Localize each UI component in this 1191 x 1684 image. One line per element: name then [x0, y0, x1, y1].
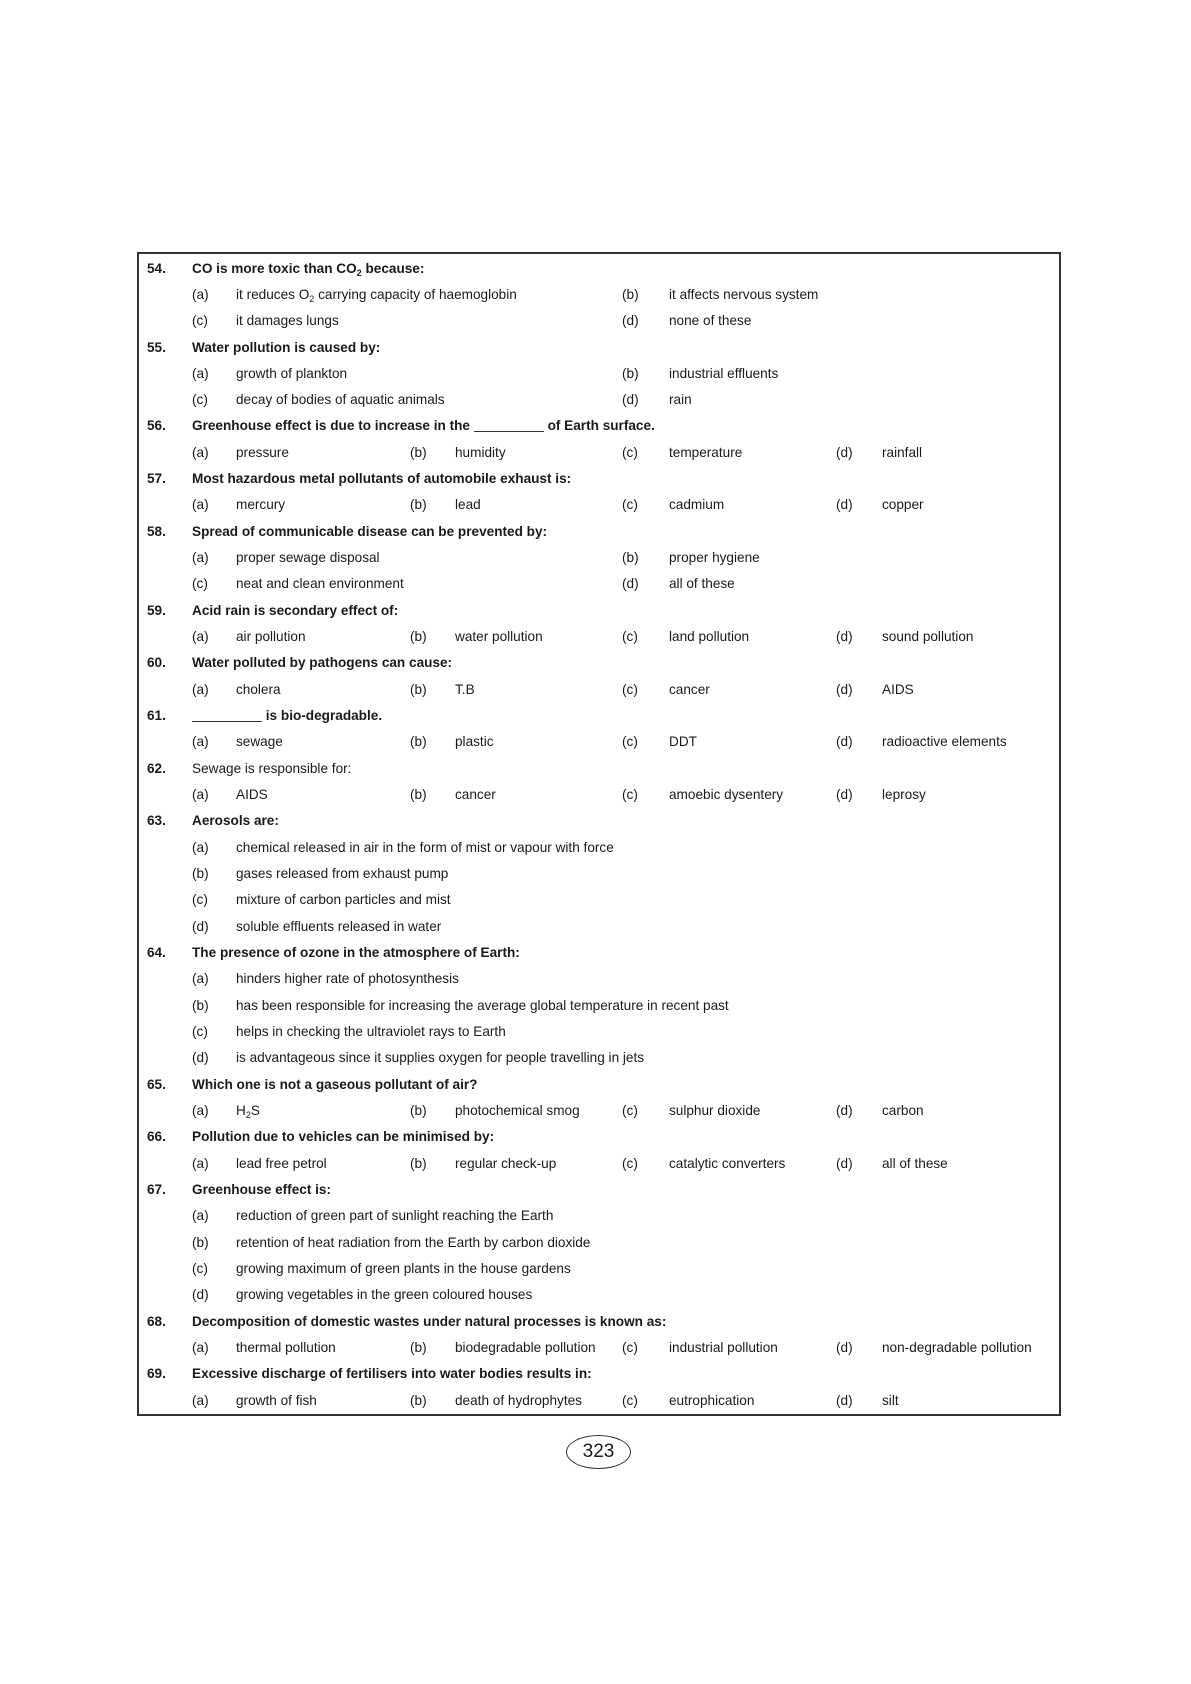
option-label: (d) [622, 576, 639, 591]
options-row [139, 1231, 1059, 1255]
option-label: (c) [622, 734, 638, 749]
options-row [139, 1152, 1059, 1176]
question-text: The presence of ozone in the atmosphere of Earth: [192, 945, 520, 960]
option-text: non-degradable pollution [882, 1340, 1032, 1355]
question-number: 65. [147, 1077, 166, 1092]
option-label: (c) [192, 576, 208, 591]
option-label: (a) [192, 550, 209, 565]
option-label: (b) [410, 1340, 427, 1355]
option-text: cancer [455, 787, 496, 802]
option-text: temperature [669, 445, 743, 460]
question-text: CO is more toxic than $CO_2$ because: [192, 261, 425, 278]
question-text: Acid rain is secondary effect of: [192, 603, 399, 618]
option-text: death of hydrophytes [455, 1393, 582, 1408]
option-text: all of these [669, 576, 735, 591]
option-text: proper sewage disposal [236, 550, 380, 565]
option-text: retention of heat radiation from the Earth by carbon dioxide [236, 1235, 591, 1250]
question-number: 69. [147, 1366, 166, 1381]
question-61 [139, 704, 1059, 728]
question-number: 63. [147, 813, 166, 828]
options-row [139, 862, 1059, 886]
question-number: 68. [147, 1314, 166, 1329]
option-label: (d) [836, 682, 853, 697]
question-number: 55. [147, 340, 166, 355]
option-label: (d) [836, 1156, 853, 1171]
question-text: Spread of communicable disease can be prevented by: [192, 524, 548, 539]
option-label: (d) [836, 629, 853, 644]
question-text: Pollution due to vehicles can be minimised by: [192, 1129, 495, 1144]
question-box [137, 252, 1061, 1416]
option-text: growth of fish [236, 1393, 317, 1408]
option-text: growth of plankton [236, 366, 348, 381]
option-label: (d) [622, 392, 639, 407]
options-row [139, 1389, 1059, 1413]
option-text: AIDS [236, 787, 268, 802]
option-label: (a) [192, 445, 209, 460]
option-label: (b) [410, 734, 427, 749]
options-row [139, 625, 1059, 649]
question-number: 56. [147, 418, 166, 433]
option-label: (b) [192, 998, 209, 1013]
option-text: sewage [236, 734, 283, 749]
option-label: (d) [836, 445, 853, 460]
answer-blank [474, 418, 544, 432]
option-label: (a) [192, 497, 209, 512]
option-text: all of these [882, 1156, 948, 1171]
option-label: (d) [192, 1287, 209, 1302]
option-label: (d) [836, 734, 853, 749]
option-label: (a) [192, 287, 209, 302]
option-label: (b) [410, 1103, 427, 1118]
option-label: (b) [622, 550, 639, 565]
option-label: (d) [836, 1340, 853, 1355]
question-number: 59. [147, 603, 166, 618]
option-label: (c) [192, 892, 208, 907]
question-text: Excessive discharge of fertilisers into water bodies results in: [192, 1366, 592, 1381]
options-row [139, 836, 1059, 860]
option-label: (c) [622, 629, 638, 644]
options-row [139, 1336, 1059, 1360]
options-row [139, 1046, 1059, 1070]
option-text: water pollution [455, 629, 543, 644]
question-text: Greenhouse effect is due to increase in the of Earth surface. [192, 418, 655, 433]
option-text: helps in checking the ultraviolet rays to Earth [236, 1024, 506, 1039]
options-row [139, 1020, 1059, 1044]
option-label: (a) [192, 682, 209, 697]
option-text: lead free petrol [236, 1156, 327, 1171]
option-text: pressure [236, 445, 289, 460]
option-label: (b) [410, 1393, 427, 1408]
options-row [139, 493, 1059, 517]
question-54 [139, 257, 1059, 281]
question-65 [139, 1073, 1059, 1097]
question-68 [139, 1310, 1059, 1334]
option-label: (a) [192, 366, 209, 381]
option-text: leprosy [882, 787, 926, 802]
option-label: (b) [410, 629, 427, 644]
option-text: biodegradable pollution [455, 1340, 596, 1355]
options-row [139, 730, 1059, 754]
option-text: has been responsible for increasing the average global temperature in recent past [236, 998, 729, 1013]
option-label: (c) [622, 1156, 638, 1171]
option-label: (d) [836, 787, 853, 802]
question-62 [139, 757, 1059, 781]
option-label: (b) [622, 366, 639, 381]
option-label: (a) [192, 1156, 209, 1171]
question-number: 54. [147, 261, 166, 276]
options-row [139, 915, 1059, 939]
question-text: Which one is not a gaseous pollutant of air? [192, 1077, 478, 1092]
page-number: 323 [566, 1435, 631, 1469]
options-row [139, 1257, 1059, 1281]
option-label: (a) [192, 1208, 209, 1223]
option-label: (d) [622, 313, 639, 328]
option-text: cholera [236, 682, 281, 697]
question-text: Greenhouse effect is: [192, 1182, 331, 1197]
option-text: $H_2S$ [236, 1103, 260, 1120]
option-label: (b) [410, 682, 427, 697]
question-text: is bio-degradable. [192, 704, 382, 728]
option-label: (c) [622, 497, 638, 512]
option-text: proper hygiene [669, 550, 760, 565]
option-label: (d) [836, 1393, 853, 1408]
question-57 [139, 467, 1059, 491]
question-number: 67. [147, 1182, 166, 1197]
option-label: (b) [410, 445, 427, 460]
option-label: (a) [192, 1103, 209, 1118]
options-row [139, 546, 1059, 570]
option-text: industrial pollution [669, 1340, 778, 1355]
question-56 [139, 414, 1059, 438]
question-58 [139, 520, 1059, 544]
option-label: (c) [192, 392, 208, 407]
option-text: it damages lungs [236, 313, 339, 328]
question-number: 58. [147, 524, 166, 539]
option-label: (a) [192, 629, 209, 644]
options-row [139, 888, 1059, 912]
option-label: (a) [192, 1393, 209, 1408]
option-text: hinders higher rate of photosynthesis [236, 971, 459, 986]
option-text: rain [669, 392, 692, 407]
option-text: industrial effluents [669, 366, 779, 381]
option-text: T.B [455, 682, 475, 697]
option-label: (b) [192, 866, 209, 881]
question-63 [139, 809, 1059, 833]
option-text: carbon [882, 1103, 924, 1118]
option-label: (c) [192, 1261, 208, 1276]
option-text: thermal pollution [236, 1340, 336, 1355]
question-66 [139, 1125, 1059, 1149]
option-text: it reduces $O_2$ carrying capacity of haemoglobin [236, 287, 517, 304]
option-label: (a) [192, 734, 209, 749]
option-text: soluble effluents released in water [236, 919, 442, 934]
option-text: copper [882, 497, 924, 512]
option-text: mixture of carbon particles and mist [236, 892, 451, 907]
options-row [139, 388, 1059, 412]
options-row [139, 1204, 1059, 1228]
options-row [139, 783, 1059, 807]
question-number: 64. [147, 945, 166, 960]
options-row [139, 309, 1059, 333]
options-row [139, 362, 1059, 386]
option-label: (c) [192, 1024, 208, 1039]
options-row [139, 441, 1059, 465]
question-text: Water pollution is caused by: [192, 340, 381, 355]
option-text: photochemical smog [455, 1103, 580, 1118]
options-row [139, 967, 1059, 991]
answer-blank [192, 708, 262, 722]
option-text: reduction of green part of sunlight reaching the Earth [236, 1208, 554, 1223]
options-row [139, 678, 1059, 702]
question-text: Decomposition of domestic wastes under natural processes is known as: [192, 1314, 667, 1329]
option-text: decay of bodies of aquatic animals [236, 392, 445, 407]
option-text: none of these [669, 313, 752, 328]
option-text: cadmium [669, 497, 725, 512]
option-text: air pollution [236, 629, 306, 644]
option-text: growing maximum of green plants in the house gardens [236, 1261, 571, 1276]
question-number: 57. [147, 471, 166, 486]
option-text: DDT [669, 734, 697, 749]
option-label: (a) [192, 971, 209, 986]
question-55 [139, 336, 1059, 360]
option-text: lead [455, 497, 481, 512]
option-label: (b) [192, 1235, 209, 1250]
question-text: Aerosols are: [192, 813, 279, 828]
option-text: it affects nervous system [669, 287, 819, 302]
option-label: (c) [622, 1340, 638, 1355]
option-label: (a) [192, 1340, 209, 1355]
options-row [139, 1283, 1059, 1307]
question-number: 60. [147, 655, 166, 670]
question-text: Most hazardous metal pollutants of automobile exhaust is: [192, 471, 572, 486]
option-text: amoebic dysentery [669, 787, 784, 802]
option-text: humidity [455, 445, 506, 460]
option-label: (c) [622, 787, 638, 802]
question-67 [139, 1178, 1059, 1202]
option-text: land pollution [669, 629, 750, 644]
question-number: 62. [147, 761, 166, 776]
option-label: (c) [192, 313, 208, 328]
question-59 [139, 599, 1059, 623]
option-text: silt [882, 1393, 899, 1408]
option-text: mercury [236, 497, 286, 512]
options-row [139, 283, 1059, 307]
option-text: regular check-up [455, 1156, 557, 1171]
question-text: Water polluted by pathogens can cause: [192, 655, 453, 670]
option-text: sulphur dioxide [669, 1103, 761, 1118]
option-label: (c) [622, 1103, 638, 1118]
question-64 [139, 941, 1059, 965]
option-text: sound pollution [882, 629, 974, 644]
option-text: AIDS [882, 682, 914, 697]
option-text: is advantageous since it supplies oxygen for people travelling in jets [236, 1050, 645, 1065]
option-label: (c) [622, 1393, 638, 1408]
option-label: (d) [836, 1103, 853, 1118]
option-text: gases released from exhaust pump [236, 866, 449, 881]
option-text: radioactive elements [882, 734, 1007, 749]
question-number: 61. [147, 708, 166, 723]
option-text: growing vegetables in the green coloured houses [236, 1287, 533, 1302]
question-number: 66. [147, 1129, 166, 1144]
options-row [139, 994, 1059, 1018]
option-label: (c) [622, 682, 638, 697]
option-text: cancer [669, 682, 710, 697]
question-text: Sewage is responsible for: [192, 761, 352, 776]
option-text: neat and clean environment [236, 576, 404, 591]
question-69 [139, 1362, 1059, 1386]
option-text: eutrophication [669, 1393, 755, 1408]
option-text: chemical released in air in the form of mist or vapour with force [236, 840, 614, 855]
option-label: (b) [410, 497, 427, 512]
option-label: (b) [410, 1156, 427, 1171]
option-text: rainfall [882, 445, 923, 460]
options-row [139, 1099, 1059, 1123]
question-60 [139, 651, 1059, 675]
option-text: plastic [455, 734, 494, 749]
option-label: (d) [192, 919, 209, 934]
option-label: (a) [192, 787, 209, 802]
option-label: (d) [192, 1050, 209, 1065]
option-label: (a) [192, 840, 209, 855]
option-text: catalytic converters [669, 1156, 786, 1171]
options-row [139, 572, 1059, 596]
option-label: (b) [410, 787, 427, 802]
option-label: (c) [622, 445, 638, 460]
option-label: (b) [622, 287, 639, 302]
option-label: (d) [836, 497, 853, 512]
